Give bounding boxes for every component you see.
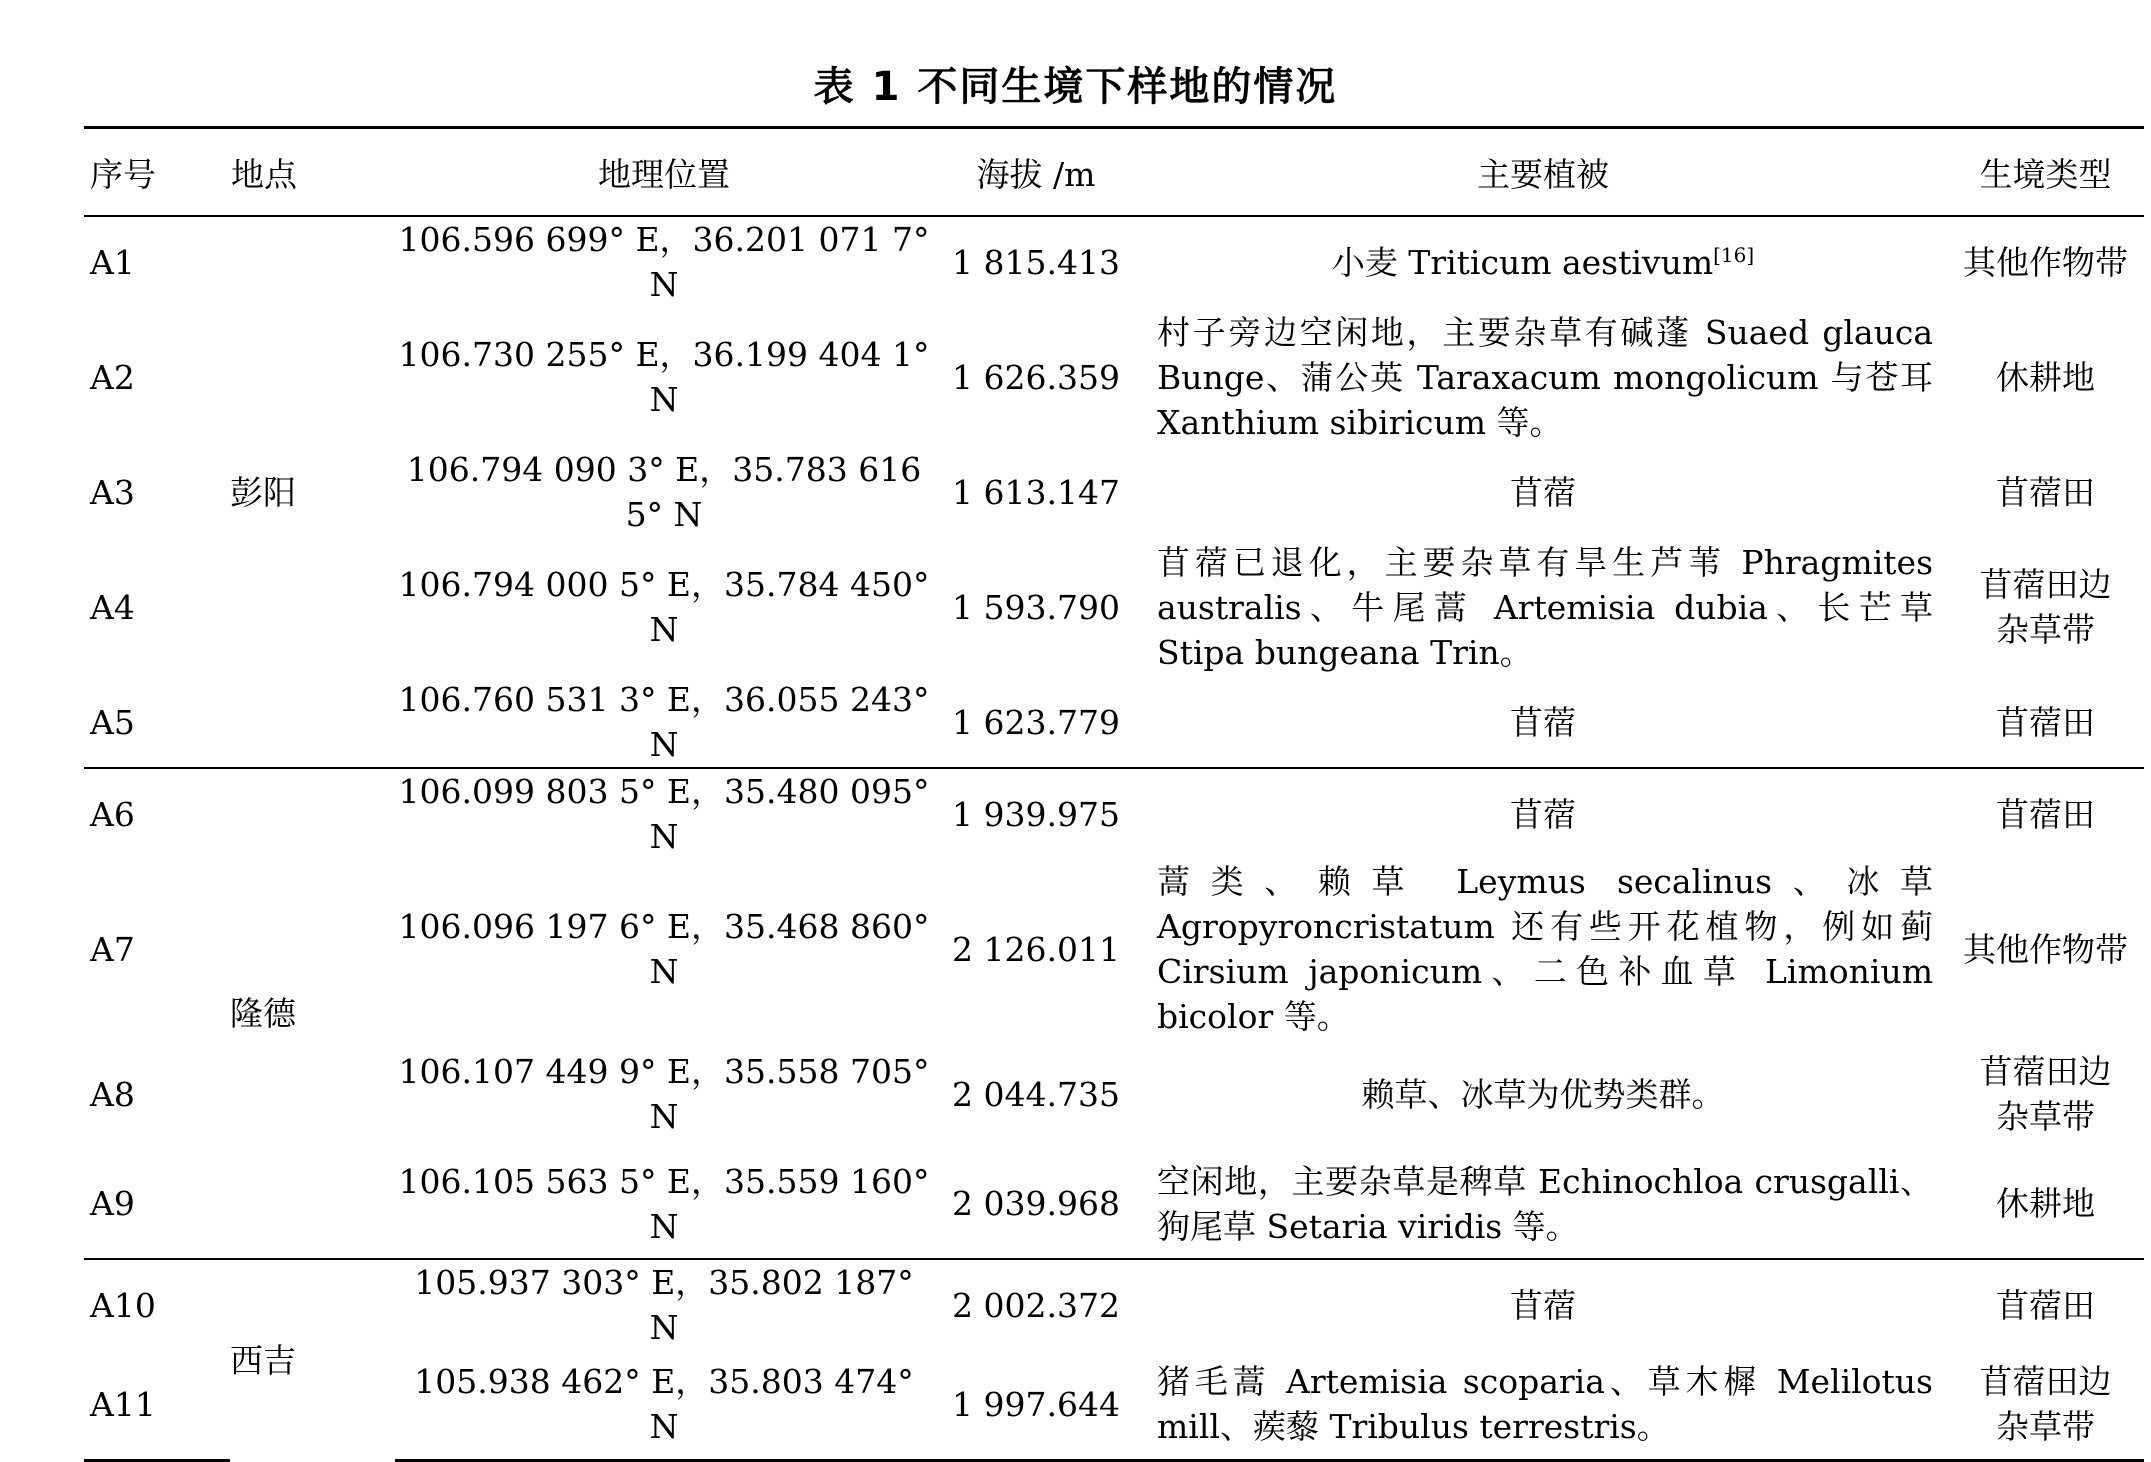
- header-row: [84, 128, 2144, 217]
- cell-vegetation: 赖草、冰草为优势类群。: [1361, 1074, 1725, 1114]
- header-habitat: 生境类型: [1947, 128, 2144, 217]
- data-table: [84, 126, 2144, 1462]
- cell-id: A6: [84, 768, 230, 859]
- cell-vegetation: 苜蓿: [1139, 768, 1947, 859]
- citation-ref: [16]: [1713, 242, 1755, 267]
- cell-habitat: 苜蓿田: [1947, 768, 2144, 859]
- header-location: 地点: [230, 128, 395, 217]
- habitat-table: [84, 126, 2144, 1462]
- cell-position: 106.760 531 3° E，36.055 243° N: [398, 680, 930, 764]
- cell-habitat: 其他作物带: [1963, 929, 2128, 969]
- cell-vegetation: 苜蓿: [1510, 702, 1576, 742]
- cell-vegetation: 蒿类、赖草 Leymus secalinus、冰草 Agropyroncristatum 还有些开花植物，例如蓟 Cirsium japonicum、二色补血草 Limonium bicolor 等。: [1157, 862, 1933, 1036]
- cell-location-pengyang: 彭阳: [230, 472, 296, 512]
- cell-position: 106.107 449 9° E，35.558 705° N: [398, 1052, 930, 1136]
- cell-location-xiji: 西吉: [230, 1259, 395, 1460]
- cell-altitude: 2 002.372: [933, 1259, 1139, 1350]
- cell-habitat: 苜蓿田边杂草带: [1979, 1052, 2112, 1136]
- cell-id: A7: [90, 929, 135, 969]
- header-vegetation: 主要植被: [1139, 128, 1947, 217]
- cell-position: 105.937 303° E，35.802 187° N: [395, 1259, 933, 1350]
- cell-position: 106.099 803 5° E，35.480 095° N: [395, 768, 933, 859]
- table-title: 表 1 不同生境下样地的情况: [813, 64, 1338, 110]
- cell-altitude: 1 939.975: [933, 768, 1139, 859]
- cell-position: 106.794 090 3° E，35.783 616 5° N: [406, 450, 922, 534]
- cell-altitude: 1 613.147: [952, 472, 1120, 512]
- cell-position: 106.096 197 6° E，35.468 860° N: [398, 907, 930, 991]
- cell-id: A3: [90, 472, 135, 512]
- cell-id: A8: [90, 1074, 135, 1114]
- cell-habitat: 苜蓿田边杂草带: [1979, 565, 2112, 649]
- cell-position: 105.938 462° E，35.803 474° N: [395, 1350, 933, 1460]
- header-position: 地理位置: [395, 128, 933, 217]
- vegetation-text: 小麦 Triticum aestivum: [1331, 242, 1714, 282]
- cell-altitude: 2 039.968: [952, 1184, 1120, 1223]
- cell-position: 106.730 255° E，36.199 404 1° N: [398, 335, 930, 419]
- table-row: [84, 768, 2144, 859]
- cell-habitat: 休耕地: [1996, 357, 2095, 397]
- cell-vegetation: 苜蓿: [1139, 1259, 1947, 1350]
- cell-vegetation: 猪毛蒿 Artemisia scoparia、草木樨 Melilotus mill、蒺藜 Tribulus terrestris。: [1139, 1350, 1947, 1460]
- cell-location-longde: 隆德: [230, 768, 395, 1259]
- cell-position: 106.794 000 5° E，35.784 450° N: [398, 565, 930, 649]
- cell-altitude: 2 044.735: [952, 1074, 1120, 1114]
- cell-habitat: 苜蓿田边杂草带: [1947, 1350, 2144, 1460]
- cell-habitat: 苜蓿田: [1947, 1259, 2144, 1350]
- cell-id: A10: [84, 1259, 230, 1350]
- table-row: [84, 1259, 2144, 1350]
- header-altitude: 海拔 /m: [933, 128, 1139, 217]
- cell-id: A4: [90, 587, 135, 627]
- cell-id: A5: [90, 702, 135, 742]
- cell-position: 106.596 699° E，36.201 071 7° N: [398, 220, 930, 304]
- cell-id: A11: [84, 1350, 230, 1460]
- cell-altitude: 1 593.790: [952, 587, 1120, 627]
- cell-vegetation: 苜蓿已退化，主要杂草有旱生芦苇 Phragmites australis、牛尾蒿 Artemisia dubia、长芒草 Stipa bungeana Trin。: [1157, 542, 1933, 672]
- table-row: [84, 216, 2144, 307]
- cell-habitat: 苜蓿田: [1996, 472, 2095, 512]
- cell-altitude: 1 997.644: [933, 1350, 1139, 1460]
- cell-altitude: 2 126.011: [952, 929, 1120, 969]
- cell-position: 106.105 563 5° E，35.559 160° N: [398, 1161, 930, 1246]
- cell-vegetation: 空闲地，主要杂草是稗草 Echinochloa crusgalli、狗尾草 Setaria viridis 等。: [1157, 1161, 1933, 1246]
- cell-altitude: 1 815.413: [952, 242, 1120, 282]
- cell-habitat: 休耕地: [1996, 1184, 2095, 1223]
- cell-id: A9: [90, 1184, 135, 1223]
- header-id: 序号: [84, 128, 230, 217]
- cell-vegetation: 村子旁边空闲地，主要杂草有碱蓬 Suaed glauca Bunge、蒲公英 Taraxacum mongolicum 与苍耳 Xanthium sibiricum 等。: [1157, 312, 1933, 442]
- cell-vegetation: 苜蓿: [1510, 472, 1576, 512]
- cell-altitude: 1 626.359: [952, 357, 1120, 397]
- cell-id: A1: [90, 242, 135, 282]
- cell-habitat: 苜蓿田: [1996, 702, 2095, 742]
- cell-habitat: 其他作物带: [1963, 242, 2128, 282]
- cell-id: A2: [90, 357, 135, 397]
- cell-altitude: 1 623.779: [952, 702, 1120, 742]
- cell-vegetation: [1139, 216, 1947, 307]
